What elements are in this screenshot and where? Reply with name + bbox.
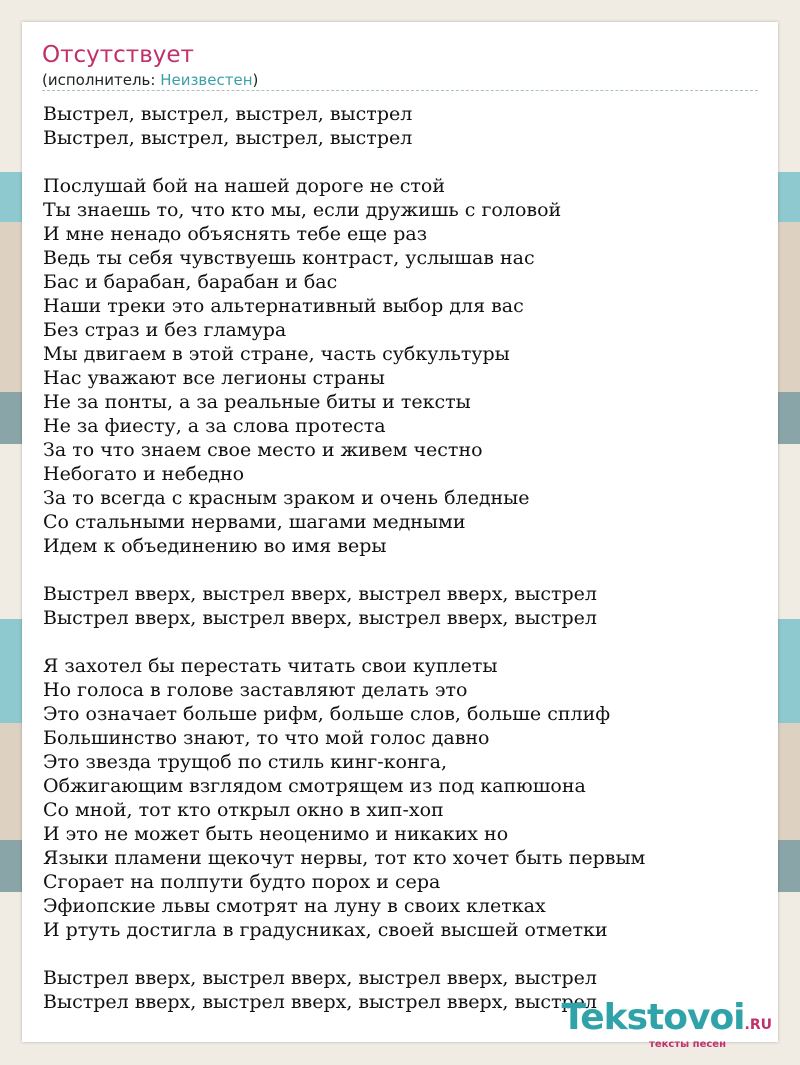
lyric-line: Выстрел, выстрел, выстрел, выстрел <box>43 103 413 125</box>
lyric-line: Это звезда трущоб по стиль кинг-конга, <box>43 751 447 773</box>
logo-tld: .RU <box>744 1017 772 1033</box>
lyric-line: За то всегда с красным зраком и очень бледные <box>43 487 530 509</box>
lyrics-text <box>43 102 763 1014</box>
lyric-line: Не за фиесту, а за слова протеста <box>43 415 386 437</box>
lyric-line <box>43 942 763 966</box>
lyric-line: Эфиопские львы смотрят на луну в своих клетках <box>43 895 546 917</box>
lyric-line: И мне ненадо объяснять тебе еще раз <box>43 223 428 245</box>
lyrics-card <box>22 22 778 1042</box>
lyric-line: Не за понты, а за реальные биты и тексты <box>43 391 471 413</box>
logo-name: Tekstovoi <box>561 997 745 1038</box>
lyric-line: Без страз и без гламура <box>43 319 287 341</box>
logo-tagline: тексты песен <box>649 1039 726 1050</box>
lyric-line: За то что знаем свое место и живем честно <box>43 439 483 461</box>
lyric-line: Наши треки это альтернативный выбор для вас <box>43 295 524 317</box>
lyric-line: Я захотел бы перестать читать свои куплеты <box>43 655 498 677</box>
lyric-line: Выстрел вверх, выстрел вверх, выстрел вверх, выстрел <box>43 967 597 989</box>
lyric-line: Ты знаешь то, что кто мы, если дружишь с головой <box>43 199 562 221</box>
lyric-line: И ртуть достигла в градусниках, своей высшей отметки <box>43 919 608 941</box>
lyric-line: Нас уважают все легионы страны <box>43 367 385 389</box>
lyric-line: И это не может быть неоценимо и никаких но <box>43 823 509 845</box>
lyric-line: Со стальными нервами, шагами медными <box>43 511 466 533</box>
lyric-line: Небогато и небедно <box>43 463 245 485</box>
lyric-line: Выстрел вверх, выстрел вверх, выстрел вверх, выстрел <box>43 991 597 1013</box>
artist-link[interactable]: Неизвестен <box>160 71 253 89</box>
lyric-line <box>43 558 763 582</box>
lyric-line: Бас и барабан, барабан и бас <box>43 271 338 293</box>
lyric-line <box>43 150 763 174</box>
artist-line <box>42 71 258 89</box>
lyric-line: Мы двигаем в этой стране, часть субкультуры <box>43 343 510 365</box>
lyric-line: Языки пламени щекочут нервы, тот кто хочет быть первым <box>43 847 646 869</box>
site-logo[interactable] <box>561 998 772 1050</box>
lyric-line: Выстрел вверх, выстрел вверх, выстрел вверх, выстрел <box>43 583 597 605</box>
song-title: Отсутствует <box>42 42 194 68</box>
artist-suffix: ) <box>252 71 259 89</box>
lyric-line: Выстрел, выстрел, выстрел, выстрел <box>43 127 413 149</box>
lyric-line: Это означает больше рифм, больше слов, больше сплиф <box>43 703 611 725</box>
lyric-line <box>43 630 763 654</box>
lyric-line: Большинство знают, то что мой голос давно <box>43 727 490 749</box>
lyric-line: Послушай бой на нашей дороге не стой <box>43 175 445 197</box>
lyric-line: Со мной, тот кто открыл окно в хип-хоп <box>43 799 444 821</box>
lyric-line: Ведь ты себя чувствуешь контраст, услышав нас <box>43 247 535 269</box>
lyric-line: Идем к объединению во имя веры <box>43 535 387 557</box>
lyric-line: Но голоса в голове заставляют делать это <box>43 679 468 701</box>
lyric-line: Обжигающим взглядом смотрящем из под капюшона <box>43 775 586 797</box>
lyric-line: Сгорает на полпути будто порох и сера <box>43 871 441 893</box>
lyric-line: Выстрел вверх, выстрел вверх, выстрел вверх, выстрел <box>43 607 597 629</box>
artist-prefix: (исполнитель: <box>42 71 161 89</box>
divider <box>42 90 758 91</box>
